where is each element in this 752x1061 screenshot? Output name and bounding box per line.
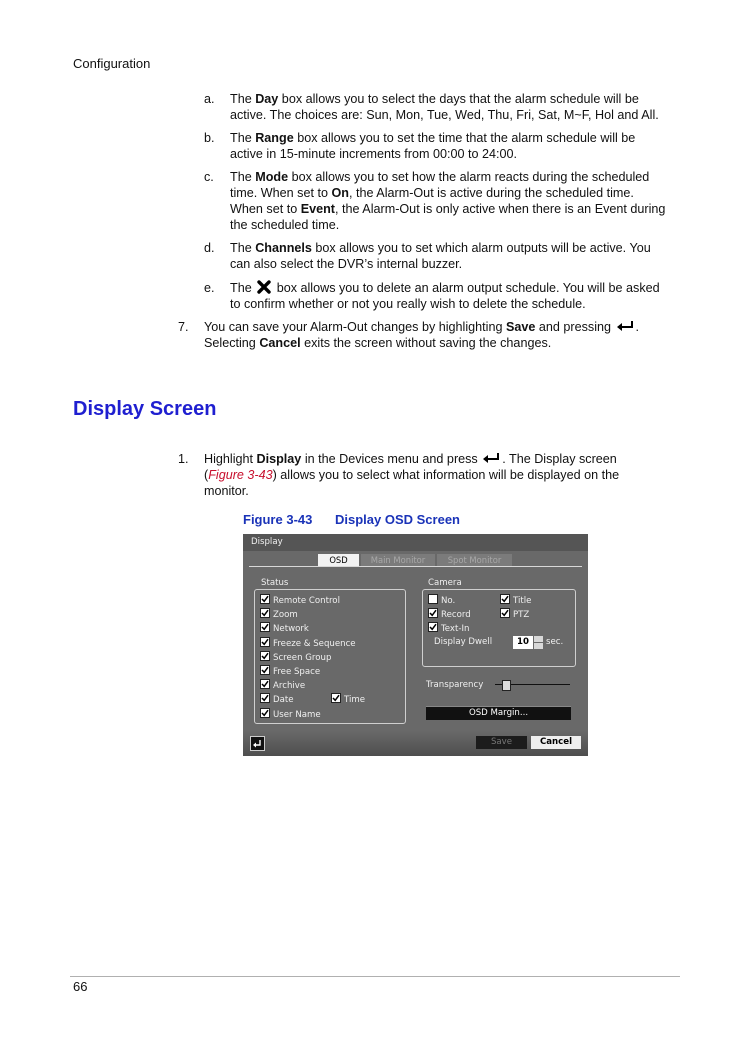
status-checkbox[interactable] [260,622,309,634]
list-marker: c. [204,170,214,184]
status-group-title: Status [261,578,289,588]
tab-osd[interactable]: OSD [318,554,359,567]
list-marker: 1. [178,452,189,466]
transparency-slider-knob[interactable] [502,680,511,691]
status-item-label: Network [273,624,309,635]
section-title: Display Screen [73,398,217,420]
status-item-label: Free Space [273,667,321,677]
status-checkbox[interactable] [260,637,356,649]
display-dwell-spinner[interactable] [513,636,543,649]
running-header: Configuration [73,56,151,71]
list-item [204,280,680,312]
list-item-text: The Day box allows you to select the days that the alarm schedule will be active. The choices are: Sun, Mon, Tue, Wed, Thu, Fri, Sat, M~F, Hol and All. [230,92,659,122]
no-label: No. [441,596,456,606]
list-item-text: The box allows you to delete an alarm output schedule. You will be asked to confirm whether or not you really wish to delete the schedule. [230,281,660,311]
list-item-text: Highlight Display in the Devices menu and press . The Display screen (Figure 3-43) allows you to select what information will be displayed on the monitor. [204,452,620,498]
display-dwell-value[interactable]: 10 [513,636,533,649]
status-checkbox[interactable] [260,679,305,691]
checkbox-checked-icon [260,622,270,632]
status-item-label: Date [273,695,294,706]
status-checkbox[interactable] [260,708,321,720]
list-item [204,91,680,123]
status-item-label: Freeze & Sequence [273,638,356,649]
footer-rule [70,976,680,977]
list-marker: d. [204,241,215,255]
list-marker: b. [204,131,215,145]
checkbox-checked-icon [331,693,341,703]
checkbox-checked-icon [500,608,510,618]
screen-title: Display [251,537,283,547]
camera-group-title: Camera [428,578,462,588]
record-checkbox[interactable] [428,608,471,620]
time-checkbox[interactable] [331,693,365,705]
cancel-button[interactable]: Cancel [531,736,581,749]
ptz-checkbox[interactable] [500,608,529,620]
delete-x-icon [255,281,273,295]
no-checkbox[interactable] [428,594,455,606]
status-item-label: User Name [273,709,321,720]
list-item-text: You can save your Alarm-Out changes by highlighting Save and pressing . Selecting Cancel exits the screen without saving the changes. [204,320,640,350]
figure-number: Figure 3-43 [243,512,313,527]
figure-title: Display OSD Screen [335,512,460,527]
status-item-label: Zoom [273,610,298,621]
checkbox-checked-icon [428,622,438,632]
list-marker: a. [204,92,215,106]
checkbox-checked-icon [260,679,270,689]
dwell-unit: sec. [546,637,564,647]
page-number: 66 [73,979,88,994]
checkbox-checked-icon [260,608,270,618]
save-button[interactable]: Save [476,736,527,749]
record-label: Record [441,610,471,620]
spin-down-icon[interactable] [534,643,543,649]
checkbox-checked-icon [260,665,270,675]
status-item-label: Remote Control [273,596,340,606]
checkbox-checked-icon [260,594,270,604]
enter-icon [481,452,502,466]
tabs-divider [249,566,582,567]
status-checkbox[interactable] [260,693,294,705]
list-marker: 7. [178,320,189,334]
list-item-text: The Range box allows you to set the time that the alarm schedule will be active in 15-minute increments from 00:00 to 24:00. [230,131,636,161]
status-checkbox[interactable] [260,594,340,606]
back-button[interactable] [250,736,265,751]
time-label: Time [344,695,366,705]
text-in-label: Text-In [441,624,470,634]
list-item [204,169,680,233]
status-checkbox[interactable] [260,608,298,620]
title-checkbox[interactable] [500,594,531,606]
ptz-label: PTZ [513,610,530,620]
tab-spot-monitor[interactable]: Spot Monitor [437,554,512,567]
screen-titlebar [243,534,588,551]
checkbox-checked-icon [260,708,270,718]
spin-up-icon[interactable] [534,636,543,642]
checkbox-unchecked-icon [428,594,438,604]
figure-caption [243,512,460,527]
figure-link[interactable]: Figure 3-43 [208,468,273,482]
list-item [204,130,680,162]
list-item [178,319,680,351]
list-item [204,240,680,272]
checkbox-checked-icon [260,637,270,647]
status-checkbox[interactable] [260,651,331,663]
checkbox-checked-icon [260,693,270,703]
status-item-label: Screen Group [273,652,332,663]
status-item-label: Archive [273,681,306,692]
status-checkbox[interactable] [260,665,320,677]
checkbox-checked-icon [260,651,270,661]
list-item-text: The Mode box allows you to set how the alarm reacts during the scheduled time. When set to On, the Alarm-Out is active during the scheduled time. When set to Event, the Alarm-Out is only active when there is an Event during the scheduled time. [230,170,666,232]
display-osd-screen [243,534,588,756]
osd-margin-button[interactable]: OSD Margin... [426,706,571,720]
title-label: Title [513,596,532,606]
enter-icon [615,320,636,334]
tab-main-monitor[interactable]: Main Monitor [361,554,435,567]
text-in-checkbox[interactable] [428,622,469,634]
checkbox-checked-icon [500,594,510,604]
step-item [178,451,680,499]
checkbox-checked-icon [428,608,438,618]
display-dwell-label: Display Dwell [434,637,493,647]
list-item-text: The Channels box allows you to set which alarm outputs will be active. You can also select the DVR’s internal buzzer. [230,241,651,271]
transparency-label: Transparency [426,680,484,690]
list-marker: e. [204,281,215,295]
back-arrow-icon [251,737,264,750]
